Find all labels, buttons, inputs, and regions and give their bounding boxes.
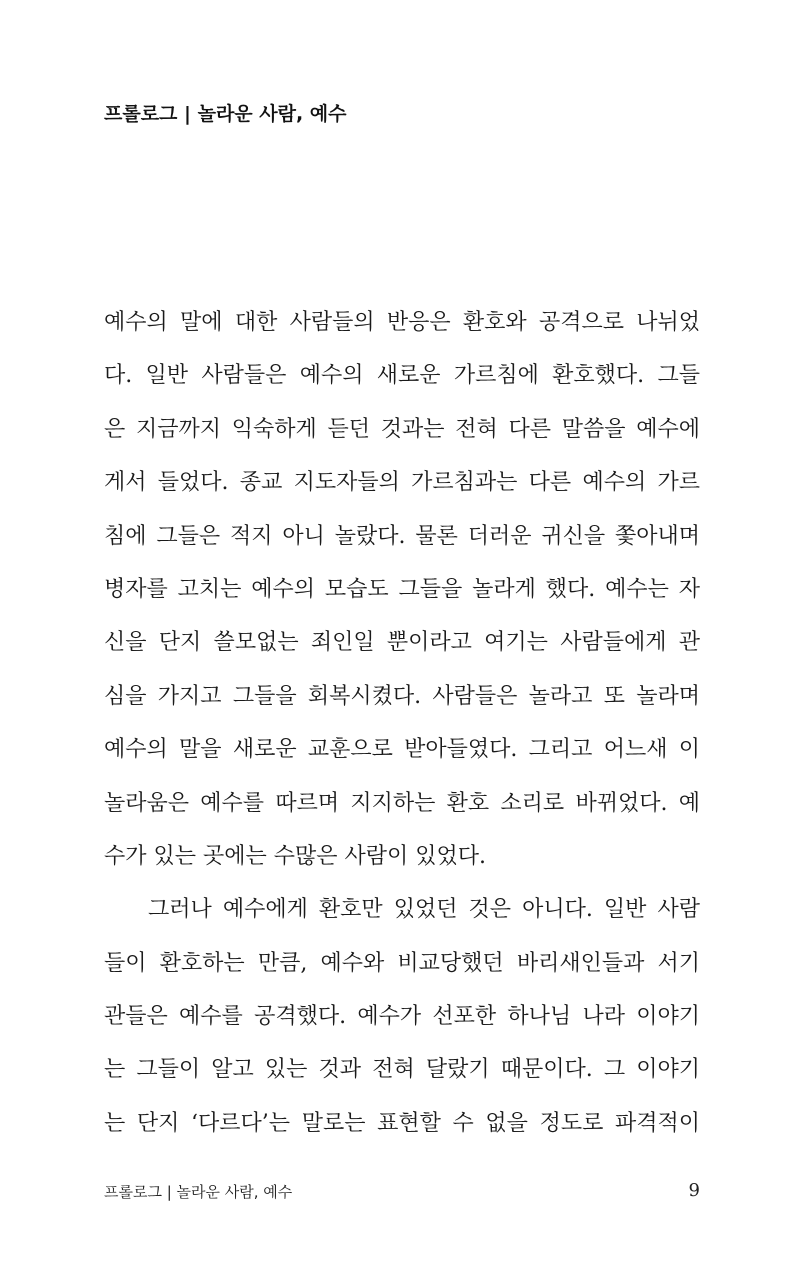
body-line: 는 그들이 알고 있는 것과 전혀 달랐기 때문이다. 그 이야기 bbox=[104, 1057, 700, 1083]
body-line: 다. 일반 사람들은 예수의 새로운 가르침에 환호했다. 그들 bbox=[104, 363, 700, 389]
body-line: 들이 환호하는 만큼, 예수와 비교당했던 바리새인들과 서기 bbox=[104, 950, 700, 976]
page-number: 9 bbox=[688, 1180, 700, 1201]
body-line: 심을 가지고 그들을 회복시켰다. 사람들은 놀라고 또 놀라며 bbox=[104, 683, 700, 709]
footer-running-title: 프롤로그 | 놀라운 사람, 예수 bbox=[104, 1183, 293, 1201]
body-line: 침에 그들은 적지 아니 놀랐다. 물론 더러운 귀신을 쫓아내며 bbox=[104, 523, 700, 549]
body-line: 병자를 고치는 예수의 모습도 그들을 놀라게 했다. 예수는 자 bbox=[104, 576, 700, 602]
body-text bbox=[104, 296, 700, 1150]
body-line: 놀라움은 예수를 따르며 지지하는 환호 소리로 바뀌었다. 예 bbox=[104, 790, 700, 816]
body-line: 예수의 말에 대한 사람들의 반응은 환호와 공격으로 나뉘었 bbox=[104, 310, 700, 335]
body-line: 은 지금까지 익숙하게 듣던 것과는 전혀 다른 말씀을 예수에 bbox=[104, 416, 700, 442]
body-line: 관들은 예수를 공격했다. 예수가 선포한 하나님 나라 이야기 bbox=[104, 1004, 700, 1030]
body-line-paragraph-start: 그러나 예수에게 환호만 있었던 것은 아니다. 일반 사람 bbox=[148, 897, 700, 923]
body-line-paragraph-end: 수가 있는 곳에는 수많은 사람이 있었다. bbox=[104, 843, 486, 869]
body-line: 신을 단지 쓸모없는 죄인일 뿐이라고 여기는 사람들에게 관 bbox=[104, 630, 700, 656]
running-head-title: 프롤로그 | 놀라운 사람, 예수 bbox=[104, 103, 347, 125]
body-line: 예수의 말을 새로운 교훈으로 받아들였다. 그리고 어느새 이 bbox=[104, 737, 700, 763]
body-line: 게서 들었다. 종교 지도자들의 가르침과는 다른 예수의 가르 bbox=[104, 470, 700, 496]
body-line: 는 단지 ‘다르다’는 말로는 표현할 수 없을 정도로 파격적이 bbox=[104, 1110, 700, 1136]
